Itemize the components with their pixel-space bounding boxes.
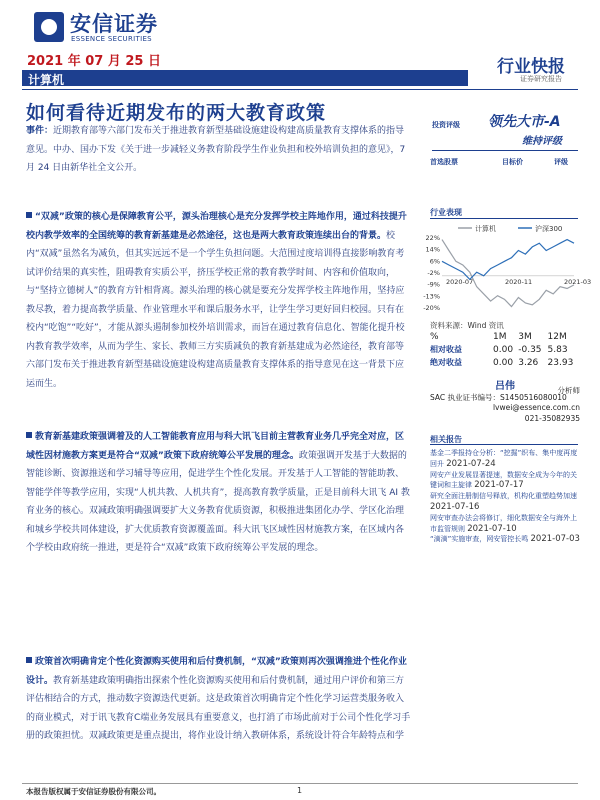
- related-report-title[interactable]: 研究全面注册制信号释放，机构化重塑趋势加速: [430, 492, 577, 501]
- table-header-row: [430, 331, 580, 343]
- related-report-title[interactable]: 网安审查办法会将修订，细化数据安全与海外上市监管规则: [430, 513, 577, 533]
- series-line: [442, 240, 574, 280]
- paragraph-2-lead: 教育新基建政策强调着及的人工智能教育应用与科大讯飞目前主营教育业务几乎完全对应，区域性因材施教方案更是符合“双减”政策下政府统筹公平发展的理念。: [26, 432, 405, 461]
- table-cell: 0.00: [493, 344, 514, 355]
- related-reports-title: 相关报告: [430, 435, 462, 444]
- table-row: [430, 343, 580, 356]
- legend-label: 沪深300: [535, 225, 563, 233]
- table-cell: 23.93: [547, 357, 574, 368]
- bullet-icon: [26, 432, 32, 438]
- sector-bar: [22, 70, 468, 86]
- table-header: %: [430, 332, 439, 342]
- performance-title: 行业表现: [430, 208, 462, 217]
- y-tick-label: -2%: [427, 269, 440, 277]
- stock-col-label: 评级: [554, 158, 568, 166]
- related-report-date: 2021-07-10: [467, 523, 517, 534]
- related-report-title[interactable]: “滴滴”实施审查，网安管控长鸣: [430, 535, 529, 544]
- legend-label: 计算机: [475, 225, 496, 233]
- paragraph-1: [26, 208, 411, 393]
- row-label: 绝对收益: [430, 358, 462, 367]
- related-report-date: 2021-07-16: [430, 501, 480, 512]
- analyst-role: 分析师: [557, 386, 580, 395]
- paragraph-2: [26, 428, 411, 558]
- table-cell: 0.00: [493, 357, 514, 368]
- related-report-date: 2021-07-03: [530, 534, 580, 545]
- paragraph-3-text: 教育新基建政策明确指出探索个性化资源购买使用和后付费机制，通过用户评价和第三方评估相结合的方式，推动数字资源迭代更新。这是政策首次明确肯定个性化学习运营类服务收入的商业模式，对于讯飞教育C端业务发展具有重要意义，也打消了市场此前对于公司个性化学习手册的政策担忧。双减政策更是重点提出，将作业设计纳入教研体系，系统设计符合年龄特点和学: [26, 675, 411, 741]
- event-label: 事件：: [26, 126, 54, 136]
- related-report-date: 2021-07-17: [474, 480, 524, 491]
- brand-name-en: ESSENCE SECURITIES: [71, 35, 152, 43]
- related-report-item[interactable]: [430, 448, 582, 470]
- y-tick-label: 6%: [429, 257, 440, 266]
- series-line: [442, 240, 574, 307]
- footer-text: 本报告版权属于安信证券股份有限公司。: [26, 787, 161, 796]
- related-reports-list: [430, 448, 582, 545]
- x-tick-label: 2021-03: [564, 277, 592, 286]
- paragraph-1-text: 校内“双减”虽然名为减负，但其实远远不是一个学生负担问题。大范围过度培训得直接影响教育考试评价结果的真实性，阻碍教育实质公平，挤压学校正常的教育教学时间、内容和价值取向，与“坚持立德树人”的教育方针相背离。源头治理的核心就是要充分发挥学校主阵地作用，坚持应教尽教，着力提高教学质量、作业管理水平和课后服务水平，让学生学习更好回归校园。只有在校内“吃饱”“吃好”，才能从源头遏制参加校外培训需求，而旨在通过教育信息化、智能化提升校内教育教学效率，从而为学生、家长、教师三方实质减负的教育新基建成为必然途径，教育部等六部门发布关于推进教育新型基础设施建设构建高质量教育支撑体系的指导意见在这一背景下应运而生。: [26, 230, 405, 389]
- table-header: 12M: [547, 332, 567, 342]
- related-report-item[interactable]: [430, 513, 582, 535]
- y-tick-label: -13%: [423, 292, 440, 301]
- analyst-block: [430, 382, 580, 424]
- paragraph-3-lead: 政策首次明确肯定个性化资源购买使用和后付费机制，“双减”政策则再次强调推进个性化作业设计。: [26, 657, 407, 686]
- table-header: 3M: [518, 332, 532, 342]
- related-report-item[interactable]: [430, 470, 582, 492]
- y-tick-label: -20%: [423, 304, 440, 312]
- row-label: 相对收益: [430, 345, 462, 354]
- paragraph-1-lead: “双减”政策的核心是保障教育公平，源头治理核心是充分发挥学校主阵地作用，通过科技提升校内教学效率的全国统筹的教育新基建是必然途径，这也是两大教育政策连续出台的背景。: [26, 212, 407, 241]
- source-note: 资料来源：Wind 资讯: [430, 321, 504, 330]
- rating-value: 领先大市-A: [488, 114, 561, 130]
- related-report-title[interactable]: 基金二季报持仓分析：“挖掘”织布、集中度再度回升: [430, 449, 578, 468]
- rating-action: 维持评级: [522, 136, 562, 147]
- related-report-title[interactable]: 网安产业发展显著提速，数据安全成为今年的关键词和主旋律: [430, 470, 577, 490]
- x-tick-label: 2020-11: [505, 277, 533, 286]
- footer-divider: [22, 783, 578, 784]
- report-date: 2021 年 07 月 25 日: [27, 54, 161, 69]
- y-tick-label: -9%: [427, 280, 440, 289]
- paragraph-2-text: 政策强调开发基于大数据的智能诊断、资源推送和学习辅导等应用，促进学生个性化发展。开发基于人工智能的智能助教、智能学伴等教学应用，实现“人机共教、人机共育”，提高教育教学质量，正是目前科大讯飞 AI 教育业务的核心。双减政策明确强调要扩大义务教育优质资源，积极推进集团化办学、学区化治理和城乡学校共同体建设，扩大优质教育资源覆盖面。科大讯飞区域性因材施教方案，在区域内各个学校由政府统一推进，更是符合“双减”政策下政府统筹公平发展的理念。: [26, 450, 410, 553]
- rating-label: 投资评级: [432, 121, 460, 129]
- divider: [430, 444, 578, 445]
- x-tick-label: 2020-07: [446, 277, 474, 286]
- related-report-item[interactable]: [430, 534, 582, 545]
- table-cell: 5.83: [547, 344, 568, 355]
- stock-col-label: 目标价: [502, 158, 523, 166]
- analyst-name: 吕伟: [495, 381, 515, 392]
- bullet-icon: [26, 657, 32, 663]
- bullet-icon: [26, 212, 32, 218]
- analyst-sac: SAC 执业证书编号：S1450516080010: [430, 392, 567, 402]
- stock-col-label: 首选股票: [430, 158, 458, 166]
- divider: [432, 150, 578, 151]
- sector-label: 计算机: [28, 73, 65, 87]
- brand-name: 安信证券: [70, 12, 158, 36]
- event-text: 近期教育部等六部门发布关于推进教育新型基础设施建设构建高质量教育支撑体系的指导意见。中办、国办下发《关于进一步减轻义务教育阶段学生作业负担和校外培训负担的意见》，7 月 24 日由新华社全文公开。: [26, 126, 406, 173]
- y-tick-label: 22%: [425, 234, 440, 242]
- analyst-email[interactable]: lvwei@essence.com.cn: [492, 403, 580, 412]
- related-report-date: 2021-07-24: [446, 458, 496, 469]
- performance-table: [430, 331, 580, 369]
- report-type-sub: 证券研究报告: [520, 75, 562, 83]
- logo-icon: [34, 12, 64, 42]
- paragraph-3: [26, 653, 411, 746]
- table-cell: -0.35: [518, 344, 542, 355]
- page-title: 如何看待近期发布的两大教育政策: [26, 102, 327, 124]
- divider: [430, 218, 578, 219]
- y-tick-label: 14%: [425, 245, 440, 254]
- performance-chart: [418, 222, 592, 322]
- report-type: 行业快报: [497, 57, 565, 77]
- related-report-item[interactable]: [430, 491, 582, 513]
- event-paragraph: [26, 122, 411, 178]
- analyst-phone: 021-35082935: [524, 413, 580, 423]
- table-row: [430, 356, 580, 369]
- table-header: 1M: [493, 332, 507, 342]
- table-cell: 3.26: [518, 357, 539, 368]
- page-number: 1: [297, 786, 303, 795]
- divider: [22, 89, 578, 90]
